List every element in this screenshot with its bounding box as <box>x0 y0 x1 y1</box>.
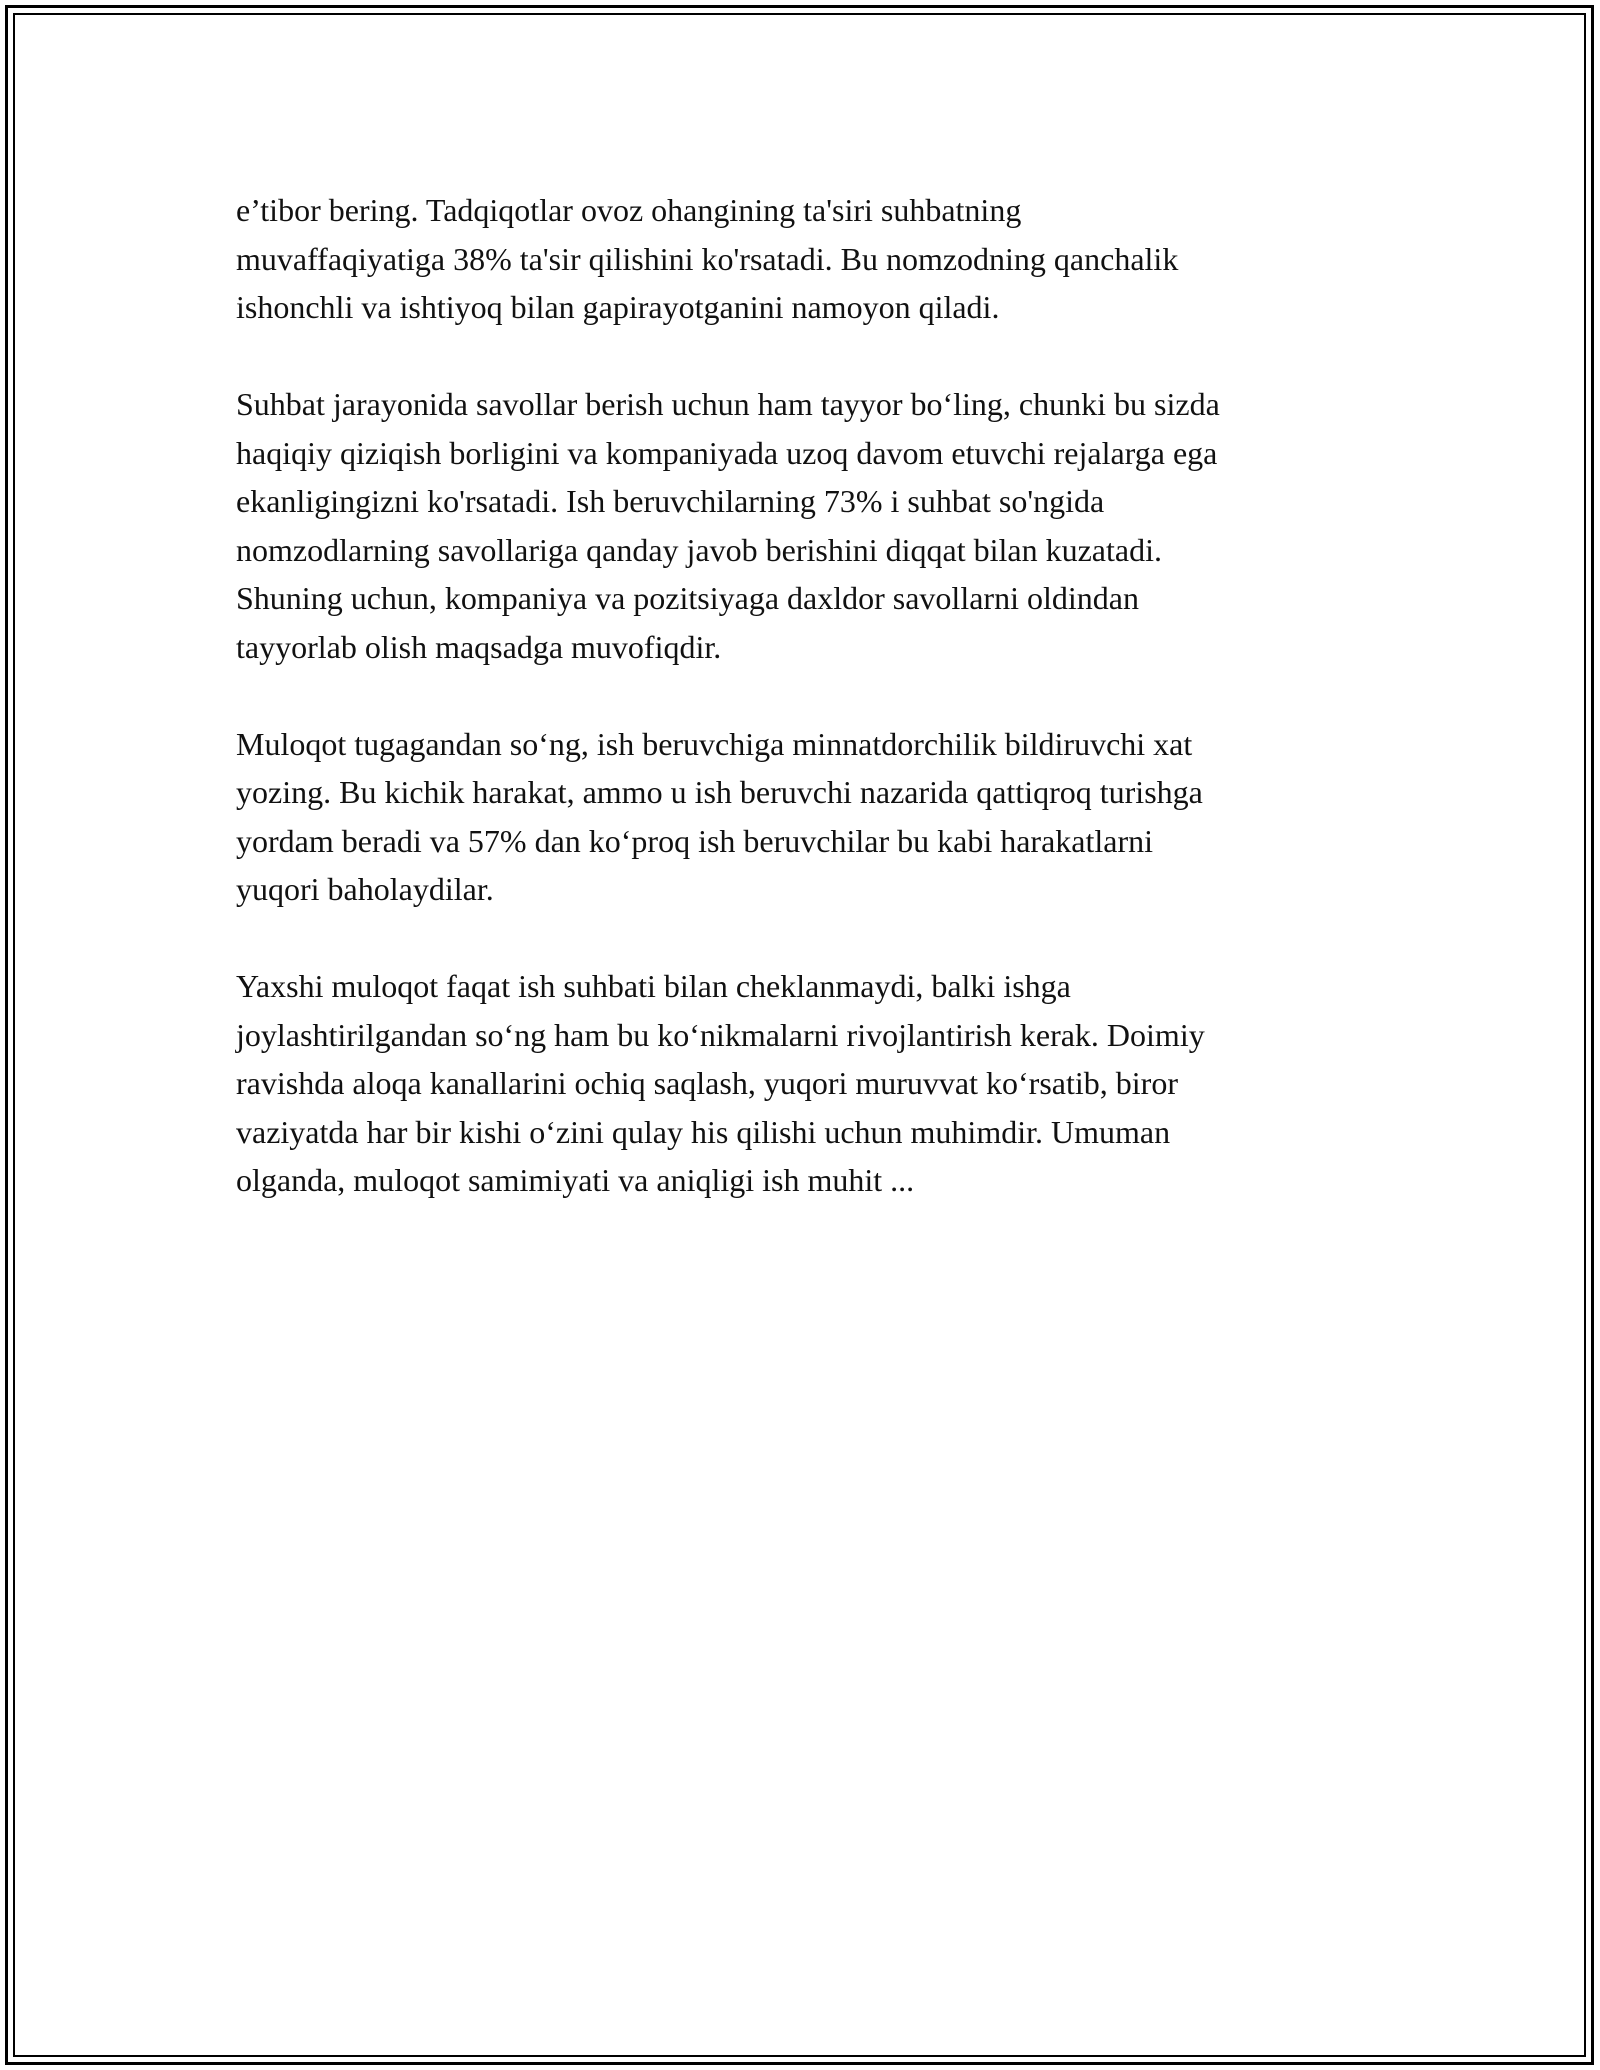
paragraph-4: Yaxshi muloqot faqat ish suhbati bilan cheklanmaydi, balki ishga joylashtirilgandan so‘ng ham bu ko‘nikmalarni rivojlantirish kerak. Doimiy ravishda aloqa kanallarini ochiq saqlash, yuqori muruvvat ko‘rsatib, biror vaziyatda har bir kishi o‘zini qulay his qilishi uchun muhimdir. Umuman olganda, muloqot samimiyati va aniqligi ish muhit ... <box>236 968 1205 1198</box>
paragraph-1: e’tibor bering. Tadqiqotlar ovoz ohangining ta'siri suhbatning muvaffaqiyatiga 38% ta'sir qilishini ko'rsatadi. Bu nomzodning qanchalik ishonchli va ishtiyoq bilan gapirayotganini namoyon qiladi. <box>236 192 1179 325</box>
paragraph-2: Suhbat jarayonida savollar berish uchun ham tayyor bo‘ling, chunki bu sizda haqiqiy qiziqish borligini va kompaniyada uzoq davom etuvchi rejalarga ega ekanligingizni ko'rsatadi. Ish beruvchilarning 73% i suhbat so'ngida nomzodlarning savollariga qanday javob berishini diqqat bilan kuzatadi. Shuning uchun, kompaniya va pozitsiyaga daxldor savollarni oldindan tayyorlab olish maqsadga muvofiqdir. <box>236 386 1220 665</box>
paragraph-3: Muloqot tugagandan so‘ng, ish beruvchiga minnatdorchilik bildiruvchi xat yozing. Bu kichik harakat, ammo u ish beruvchi nazarida qattiqroq turishga yordam beradi va 57% dan ko‘proq ish beruvchilar bu kabi harakatlarni yuqori baholaydilar. <box>236 725 1203 907</box>
document-body <box>236 186 1376 1253</box>
